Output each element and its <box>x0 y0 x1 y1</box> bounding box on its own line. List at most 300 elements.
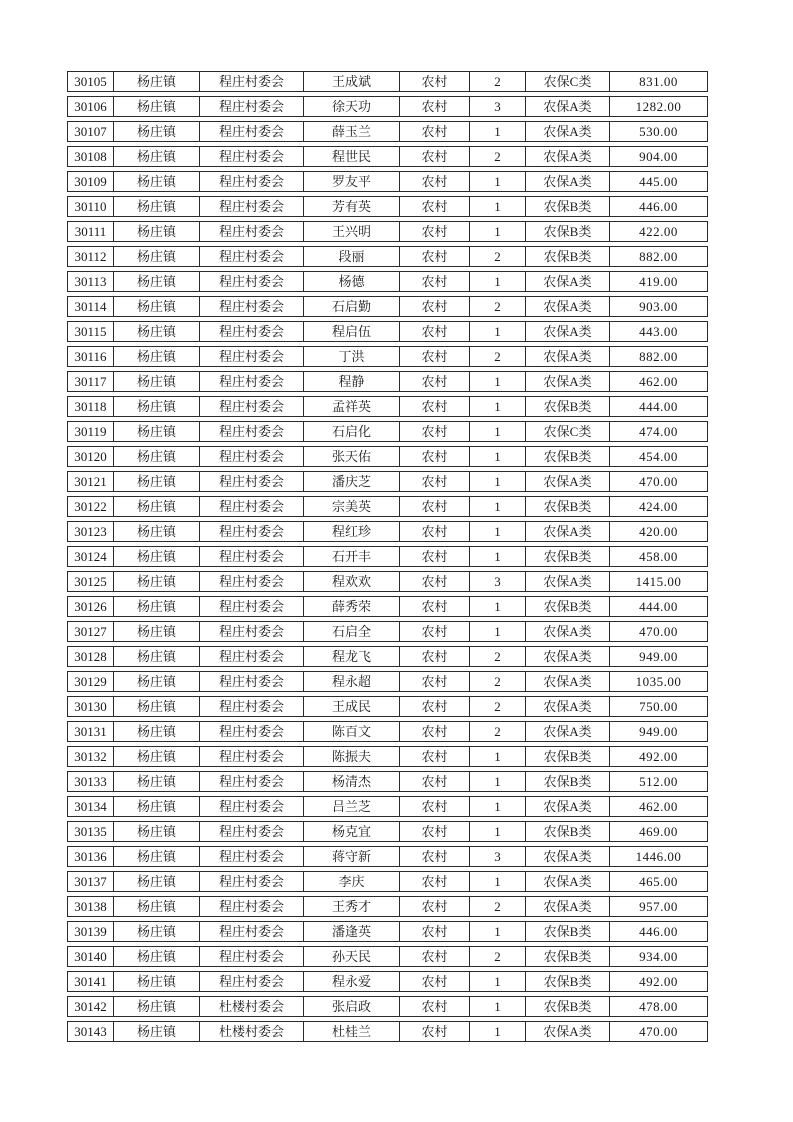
table-row <box>67 371 708 392</box>
table-row <box>67 346 708 367</box>
cell-household-type: 农村 <box>399 897 469 916</box>
cell-insurance-category: 农保B类 <box>525 497 609 516</box>
cell-record-id: 30123 <box>74 524 107 539</box>
cell-household-type: 农村 <box>399 772 469 791</box>
cell-town: 杨庄镇 <box>113 622 199 641</box>
cell-record-id: 30142 <box>74 999 107 1014</box>
cell-person-name: 徐天功 <box>303 97 399 116</box>
cell-amount: 422.00 <box>609 222 707 241</box>
cell-town: 杨庄镇 <box>113 497 199 516</box>
cell-town: 杨庄镇 <box>113 272 199 291</box>
cell-record-id: 30108 <box>74 149 107 164</box>
cell-village: 程庄村委会 <box>199 372 303 391</box>
cell-amount: 903.00 <box>609 297 707 316</box>
cell-household-type: 农村 <box>399 72 469 91</box>
cell-household-type: 农村 <box>399 647 469 666</box>
cell-person-name: 段丽 <box>303 247 399 266</box>
cell-insurance-category: 农保A类 <box>525 322 609 341</box>
cell-household-type: 农村 <box>399 472 469 491</box>
cell-person-name: 石开丰 <box>303 547 399 566</box>
cell-person-name: 程永超 <box>303 672 399 691</box>
cell-village: 程庄村委会 <box>199 947 303 966</box>
cell-insurance-category: 农保A类 <box>525 522 609 541</box>
cell-village: 程庄村委会 <box>199 422 303 441</box>
table-row <box>67 271 708 292</box>
cell-person-name: 杨德 <box>303 272 399 291</box>
cell-village: 程庄村委会 <box>199 572 303 591</box>
cell-person-name: 张天佑 <box>303 447 399 466</box>
cell-record-id: 30116 <box>74 349 107 364</box>
cell-person-name: 程静 <box>303 372 399 391</box>
cell-person-count: 2 <box>469 72 525 91</box>
cell-amount: 882.00 <box>609 247 707 266</box>
cell-amount: 470.00 <box>609 1022 707 1041</box>
cell-amount: 469.00 <box>609 822 707 841</box>
cell-village: 程庄村委会 <box>199 747 303 766</box>
cell-record-id: 30125 <box>74 574 107 589</box>
cell-person-count: 1 <box>469 972 525 991</box>
cell-amount: 934.00 <box>609 947 707 966</box>
cell-insurance-category: 农保B类 <box>525 447 609 466</box>
cell-record-id: 30128 <box>74 649 107 664</box>
cell-town: 杨庄镇 <box>113 397 199 416</box>
cell-household-type: 农村 <box>399 997 469 1016</box>
table-row <box>67 396 708 417</box>
cell-person-count: 3 <box>469 572 525 591</box>
cell-record-id: 30112 <box>74 249 107 264</box>
cell-person-count: 1 <box>469 372 525 391</box>
cell-insurance-category: 农保A类 <box>525 847 609 866</box>
table-row <box>67 546 708 567</box>
cell-record-id: 30109 <box>74 174 107 189</box>
cell-amount: 492.00 <box>609 972 707 991</box>
cell-amount: 446.00 <box>609 197 707 216</box>
cell-amount: 444.00 <box>609 397 707 416</box>
cell-record-id: 30120 <box>74 449 107 464</box>
cell-household-type: 农村 <box>399 422 469 441</box>
cell-record-id: 30129 <box>74 674 107 689</box>
cell-insurance-category: 农保A类 <box>525 722 609 741</box>
cell-insurance-category: 农保B类 <box>525 597 609 616</box>
cell-town: 杨庄镇 <box>113 472 199 491</box>
cell-village: 程庄村委会 <box>199 797 303 816</box>
cell-person-count: 1 <box>469 622 525 641</box>
cell-village: 程庄村委会 <box>199 547 303 566</box>
cell-village: 程庄村委会 <box>199 272 303 291</box>
cell-town: 杨庄镇 <box>113 172 199 191</box>
cell-insurance-category: 农保B类 <box>525 747 609 766</box>
cell-insurance-category: 农保A类 <box>525 347 609 366</box>
cell-person-name: 程永爱 <box>303 972 399 991</box>
cell-person-count: 1 <box>469 472 525 491</box>
cell-person-count: 1 <box>469 122 525 141</box>
cell-household-type: 农村 <box>399 847 469 866</box>
cell-village: 程庄村委会 <box>199 72 303 91</box>
cell-village: 程庄村委会 <box>199 247 303 266</box>
table-row <box>67 1021 708 1042</box>
records-table <box>67 71 708 1046</box>
cell-person-count: 1 <box>469 447 525 466</box>
cell-amount: 530.00 <box>609 122 707 141</box>
cell-village: 程庄村委会 <box>199 622 303 641</box>
cell-person-name: 陈振夫 <box>303 747 399 766</box>
cell-town: 杨庄镇 <box>113 522 199 541</box>
cell-insurance-category: 农保C类 <box>525 72 609 91</box>
cell-person-name: 王成民 <box>303 697 399 716</box>
cell-household-type: 农村 <box>399 722 469 741</box>
cell-insurance-category: 农保A类 <box>525 872 609 891</box>
cell-person-name: 程欢欢 <box>303 572 399 591</box>
cell-person-count: 1 <box>469 222 525 241</box>
cell-record-id: 30140 <box>74 949 107 964</box>
cell-record-id: 30110 <box>74 199 107 214</box>
cell-insurance-category: 农保B类 <box>525 397 609 416</box>
cell-insurance-category: 农保A类 <box>525 172 609 191</box>
table-row <box>67 646 708 667</box>
cell-village: 程庄村委会 <box>199 472 303 491</box>
cell-town: 杨庄镇 <box>113 197 199 216</box>
cell-household-type: 农村 <box>399 447 469 466</box>
table-row <box>67 796 708 817</box>
cell-household-type: 农村 <box>399 1022 469 1041</box>
cell-village: 程庄村委会 <box>199 597 303 616</box>
cell-town: 杨庄镇 <box>113 1022 199 1041</box>
cell-village: 程庄村委会 <box>199 897 303 916</box>
cell-record-id: 30135 <box>74 824 107 839</box>
cell-household-type: 农村 <box>399 547 469 566</box>
table-row <box>67 171 708 192</box>
cell-village: 程庄村委会 <box>199 347 303 366</box>
cell-household-type: 农村 <box>399 347 469 366</box>
cell-insurance-category: 农保A类 <box>525 272 609 291</box>
cell-person-count: 2 <box>469 297 525 316</box>
table-row <box>67 146 708 167</box>
cell-person-count: 1 <box>469 772 525 791</box>
cell-record-id: 30106 <box>74 99 107 114</box>
cell-record-id: 30141 <box>74 974 107 989</box>
cell-town: 杨庄镇 <box>113 72 199 91</box>
cell-household-type: 农村 <box>399 597 469 616</box>
cell-town: 杨庄镇 <box>113 347 199 366</box>
cell-household-type: 农村 <box>399 672 469 691</box>
cell-person-name: 潘庆芝 <box>303 472 399 491</box>
table-row <box>67 471 708 492</box>
cell-insurance-category: 农保B类 <box>525 997 609 1016</box>
cell-person-name: 蒋守新 <box>303 847 399 866</box>
cell-household-type: 农村 <box>399 97 469 116</box>
table-row <box>67 496 708 517</box>
cell-household-type: 农村 <box>399 697 469 716</box>
cell-village: 程庄村委会 <box>199 672 303 691</box>
cell-record-id: 30111 <box>74 224 107 239</box>
cell-town: 杨庄镇 <box>113 422 199 441</box>
table-row <box>67 321 708 342</box>
cell-record-id: 30134 <box>74 799 107 814</box>
table-row <box>67 896 708 917</box>
cell-town: 杨庄镇 <box>113 972 199 991</box>
table-row <box>67 96 708 117</box>
cell-household-type: 农村 <box>399 172 469 191</box>
cell-village: 杜楼村委会 <box>199 1022 303 1041</box>
cell-amount: 904.00 <box>609 147 707 166</box>
table-row <box>67 196 708 217</box>
cell-village: 程庄村委会 <box>199 697 303 716</box>
cell-person-name: 杨克宜 <box>303 822 399 841</box>
cell-village: 程庄村委会 <box>199 522 303 541</box>
cell-person-count: 2 <box>469 347 525 366</box>
cell-town: 杨庄镇 <box>113 747 199 766</box>
cell-town: 杨庄镇 <box>113 647 199 666</box>
cell-village: 程庄村委会 <box>199 147 303 166</box>
table-row <box>67 871 708 892</box>
table-row <box>67 246 708 267</box>
cell-record-id: 30105 <box>74 74 107 89</box>
cell-household-type: 农村 <box>399 247 469 266</box>
cell-record-id: 30143 <box>74 1024 107 1039</box>
cell-person-count: 1 <box>469 797 525 816</box>
cell-person-name: 宗美英 <box>303 497 399 516</box>
cell-town: 杨庄镇 <box>113 722 199 741</box>
cell-insurance-category: 农保A类 <box>525 1022 609 1041</box>
cell-village: 程庄村委会 <box>199 97 303 116</box>
cell-person-count: 1 <box>469 597 525 616</box>
cell-person-name: 孟祥英 <box>303 397 399 416</box>
cell-person-count: 1 <box>469 522 525 541</box>
cell-amount: 882.00 <box>609 347 707 366</box>
cell-town: 杨庄镇 <box>113 147 199 166</box>
cell-person-name: 杜桂兰 <box>303 1022 399 1041</box>
cell-household-type: 农村 <box>399 397 469 416</box>
cell-amount: 446.00 <box>609 922 707 941</box>
cell-amount: 470.00 <box>609 622 707 641</box>
cell-person-count: 2 <box>469 147 525 166</box>
cell-village: 程庄村委会 <box>199 197 303 216</box>
cell-household-type: 农村 <box>399 822 469 841</box>
cell-town: 杨庄镇 <box>113 697 199 716</box>
cell-insurance-category: 农保B类 <box>525 772 609 791</box>
cell-person-name: 石启化 <box>303 422 399 441</box>
cell-amount: 458.00 <box>609 547 707 566</box>
cell-household-type: 农村 <box>399 197 469 216</box>
cell-amount: 470.00 <box>609 472 707 491</box>
cell-person-name: 王秀才 <box>303 897 399 916</box>
cell-amount: 831.00 <box>609 72 707 91</box>
cell-amount: 419.00 <box>609 272 707 291</box>
cell-record-id: 30114 <box>74 299 107 314</box>
cell-town: 杨庄镇 <box>113 772 199 791</box>
cell-town: 杨庄镇 <box>113 297 199 316</box>
cell-person-count: 1 <box>469 397 525 416</box>
cell-person-count: 2 <box>469 722 525 741</box>
table-row <box>67 296 708 317</box>
cell-amount: 750.00 <box>609 697 707 716</box>
cell-person-count: 1 <box>469 422 525 441</box>
table-row <box>67 946 708 967</box>
cell-person-count: 1 <box>469 822 525 841</box>
cell-person-name: 薛玉兰 <box>303 122 399 141</box>
cell-household-type: 农村 <box>399 147 469 166</box>
cell-household-type: 农村 <box>399 922 469 941</box>
cell-record-id: 30126 <box>74 599 107 614</box>
cell-insurance-category: 农保A类 <box>525 797 609 816</box>
cell-record-id: 30131 <box>74 724 107 739</box>
cell-person-count: 2 <box>469 697 525 716</box>
cell-record-id: 30113 <box>74 274 107 289</box>
cell-person-name: 罗友平 <box>303 172 399 191</box>
cell-record-id: 30127 <box>74 624 107 639</box>
cell-town: 杨庄镇 <box>113 97 199 116</box>
cell-insurance-category: 农保A类 <box>525 897 609 916</box>
cell-insurance-category: 农保A类 <box>525 297 609 316</box>
cell-village: 程庄村委会 <box>199 497 303 516</box>
cell-person-name: 程启伍 <box>303 322 399 341</box>
cell-village: 程庄村委会 <box>199 772 303 791</box>
cell-insurance-category: 农保A类 <box>525 672 609 691</box>
cell-household-type: 农村 <box>399 572 469 591</box>
cell-village: 程庄村委会 <box>199 872 303 891</box>
table-row <box>67 996 708 1017</box>
cell-record-id: 30136 <box>74 849 107 864</box>
cell-village: 程庄村委会 <box>199 322 303 341</box>
cell-amount: 445.00 <box>609 172 707 191</box>
cell-insurance-category: 农保A类 <box>525 472 609 491</box>
table-row <box>67 571 708 592</box>
cell-insurance-category: 农保B类 <box>525 947 609 966</box>
cell-person-count: 1 <box>469 272 525 291</box>
cell-town: 杨庄镇 <box>113 872 199 891</box>
cell-amount: 1035.00 <box>609 672 707 691</box>
cell-person-name: 陈百文 <box>303 722 399 741</box>
cell-amount: 443.00 <box>609 322 707 341</box>
cell-person-count: 1 <box>469 547 525 566</box>
cell-person-count: 2 <box>469 897 525 916</box>
cell-insurance-category: 农保A类 <box>525 572 609 591</box>
cell-insurance-category: 农保A类 <box>525 697 609 716</box>
cell-amount: 1415.00 <box>609 572 707 591</box>
cell-household-type: 农村 <box>399 272 469 291</box>
cell-village: 程庄村委会 <box>199 922 303 941</box>
cell-person-count: 1 <box>469 1022 525 1041</box>
table-row <box>67 846 708 867</box>
cell-record-id: 30139 <box>74 924 107 939</box>
cell-town: 杨庄镇 <box>113 122 199 141</box>
cell-village: 程庄村委会 <box>199 847 303 866</box>
cell-household-type: 农村 <box>399 222 469 241</box>
cell-household-type: 农村 <box>399 797 469 816</box>
cell-amount: 462.00 <box>609 372 707 391</box>
cell-town: 杨庄镇 <box>113 597 199 616</box>
cell-record-id: 30137 <box>74 874 107 889</box>
cell-record-id: 30133 <box>74 774 107 789</box>
cell-town: 杨庄镇 <box>113 222 199 241</box>
cell-person-name: 张启政 <box>303 997 399 1016</box>
cell-village: 杜楼村委会 <box>199 997 303 1016</box>
table-row <box>67 721 708 742</box>
cell-amount: 424.00 <box>609 497 707 516</box>
cell-insurance-category: 农保B类 <box>525 247 609 266</box>
cell-person-name: 芳有英 <box>303 197 399 216</box>
cell-record-id: 30121 <box>74 474 107 489</box>
cell-person-count: 3 <box>469 97 525 116</box>
cell-person-name: 程龙飞 <box>303 647 399 666</box>
cell-person-count: 2 <box>469 672 525 691</box>
cell-town: 杨庄镇 <box>113 547 199 566</box>
cell-person-count: 1 <box>469 172 525 191</box>
cell-insurance-category: 农保B类 <box>525 972 609 991</box>
cell-amount: 478.00 <box>609 997 707 1016</box>
cell-household-type: 农村 <box>399 497 469 516</box>
cell-insurance-category: 农保B类 <box>525 822 609 841</box>
cell-insurance-category: 农保A类 <box>525 147 609 166</box>
cell-village: 程庄村委会 <box>199 822 303 841</box>
cell-person-name: 程红珍 <box>303 522 399 541</box>
table-row <box>67 771 708 792</box>
cell-record-id: 30122 <box>74 499 107 514</box>
cell-household-type: 农村 <box>399 747 469 766</box>
cell-village: 程庄村委会 <box>199 647 303 666</box>
cell-insurance-category: 农保B类 <box>525 547 609 566</box>
cell-village: 程庄村委会 <box>199 222 303 241</box>
cell-person-count: 1 <box>469 497 525 516</box>
table-row <box>67 121 708 142</box>
cell-record-id: 30124 <box>74 549 107 564</box>
cell-record-id: 30107 <box>74 124 107 139</box>
cell-amount: 465.00 <box>609 872 707 891</box>
cell-record-id: 30118 <box>74 399 107 414</box>
cell-town: 杨庄镇 <box>113 372 199 391</box>
cell-household-type: 农村 <box>399 872 469 891</box>
cell-village: 程庄村委会 <box>199 447 303 466</box>
cell-person-name: 薛秀荣 <box>303 597 399 616</box>
cell-amount: 1282.00 <box>609 97 707 116</box>
cell-insurance-category: 农保A类 <box>525 647 609 666</box>
cell-town: 杨庄镇 <box>113 997 199 1016</box>
cell-amount: 957.00 <box>609 897 707 916</box>
cell-household-type: 农村 <box>399 947 469 966</box>
cell-insurance-category: 农保B类 <box>525 197 609 216</box>
cell-record-id: 30115 <box>74 324 107 339</box>
cell-person-name: 潘逢英 <box>303 922 399 941</box>
cell-household-type: 农村 <box>399 297 469 316</box>
cell-town: 杨庄镇 <box>113 922 199 941</box>
cell-record-id: 30132 <box>74 749 107 764</box>
table-row <box>67 821 708 842</box>
cell-amount: 474.00 <box>609 422 707 441</box>
cell-town: 杨庄镇 <box>113 897 199 916</box>
cell-person-count: 1 <box>469 322 525 341</box>
cell-amount: 492.00 <box>609 747 707 766</box>
cell-town: 杨庄镇 <box>113 672 199 691</box>
cell-person-name: 杨清杰 <box>303 772 399 791</box>
table-row <box>67 621 708 642</box>
table-row <box>67 446 708 467</box>
cell-household-type: 农村 <box>399 322 469 341</box>
cell-insurance-category: 农保B类 <box>525 222 609 241</box>
cell-person-count: 2 <box>469 947 525 966</box>
cell-record-id: 30138 <box>74 899 107 914</box>
cell-insurance-category: 农保A类 <box>525 372 609 391</box>
table-row <box>67 671 708 692</box>
cell-person-count: 1 <box>469 922 525 941</box>
cell-person-count: 1 <box>469 997 525 1016</box>
table-row <box>67 921 708 942</box>
cell-village: 程庄村委会 <box>199 722 303 741</box>
cell-person-name: 王成斌 <box>303 72 399 91</box>
cell-household-type: 农村 <box>399 622 469 641</box>
cell-town: 杨庄镇 <box>113 322 199 341</box>
cell-household-type: 农村 <box>399 122 469 141</box>
table-row <box>67 221 708 242</box>
